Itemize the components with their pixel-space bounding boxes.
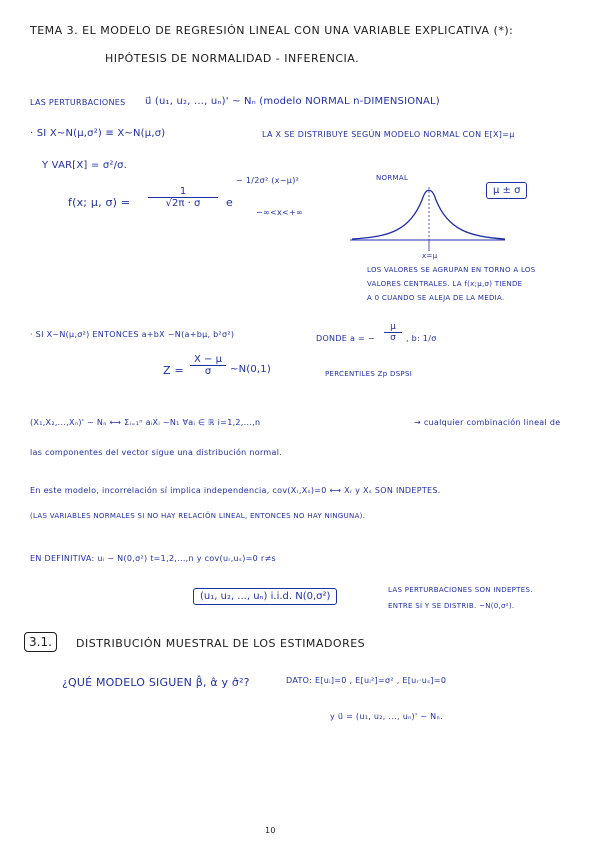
section-given: DATO: E[uᵢ]=0 , E[uᵢ²]=σ² , E[uᵣ·uₛ]=0 xyxy=(286,676,447,685)
density-exponent: − 1/2σ² (x−μ)² xyxy=(236,176,300,185)
definitive-line1: EN DEFINITIVA: uᵢ ~ N(0,σ²) t=1,2,...,n y cov(uᵣ,uₛ)=0 r≠s xyxy=(30,554,276,563)
definitive-note-2: ENTRE SÍ Y SE DISTRIB. ~N(0,σ²). xyxy=(388,602,515,610)
normal-def-line1b: LA X SE DISTRIBUYE SEGÚN MODELO NORMAL CON E[X]=μ xyxy=(262,130,515,139)
z-fraction xyxy=(190,354,226,377)
section-number-box xyxy=(24,632,57,652)
page-title: TEMA 3. EL MODELO DE REGRESIÓN LINEAL CON UNA VARIABLE EXPLICATIVA (*): xyxy=(30,24,514,37)
perturbation-vector: u⃗ (u₁, u₂, ..., uₙ)' ~ Nₙ (modelo NORMAL n-DIMENSIONAL) xyxy=(145,96,440,107)
frac-a-den: σ xyxy=(390,333,396,343)
linear-transform-line: · SI X~N(μ,σ²) ENTONCES a+bX ~N(a+bμ, b²σ²) xyxy=(30,330,235,339)
frac-a xyxy=(384,322,402,343)
combination-line1-tail: → cualquier combinación lineal de xyxy=(414,418,561,427)
density-lhs: f(x; μ, σ) = xyxy=(68,196,131,209)
definitive-note-1: LAS PERTURBACIONES SON INDEPTES. xyxy=(388,586,533,594)
density-exp-base: e xyxy=(226,196,233,209)
curve-label: NORMAL xyxy=(376,174,409,182)
curve-note-3: A 0 CUANDO SE ALEJA DE LA MEDIA. xyxy=(367,294,505,302)
linear-where: DONDE a = − xyxy=(316,334,375,343)
page-subtitle: HIPÓTESIS DE NORMALIDAD - INFERENCIA. xyxy=(105,52,360,65)
combination-line1: (X₁,X₂,...,Xₙ)' ~ Nₙ ⟷ Σᵢ₌₁ⁿ aᵢXᵢ ~N₁ ∀aᵢ ∈ ℝ i=1,2,...,n xyxy=(30,418,261,427)
density-domain: −∞<x<+∞ xyxy=(256,208,303,217)
density-denominator: √2π · σ xyxy=(165,198,201,209)
iid-text: (u₁, u₂, ..., uₙ) i.i.d. N(0,σ²) xyxy=(200,591,331,602)
curve-note-2: VALORES CENTRALES. LA f(x;μ,σ) TIENDE xyxy=(367,280,523,288)
section-number: 3.1. xyxy=(29,635,52,649)
independence-line1: En este modelo, incorrelación sí implica independencia, cov(Xᵣ,Xₛ)=0 ⟷ Xᵣ y Xₛ SON INDEPTES. xyxy=(30,486,441,495)
frac-a-num: μ xyxy=(384,322,402,333)
iid-box xyxy=(193,588,337,605)
section-question: ¿QUÉ MODELO SIGUEN β̂, α̂ y σ̂²? xyxy=(62,676,250,689)
z-num: X − μ xyxy=(190,354,226,366)
curve-axis-label: x=μ xyxy=(422,252,438,260)
section-title: DISTRIBUCIÓN MUESTRAL DE LOS ESTIMADORES xyxy=(76,637,366,650)
percentiles-note: PERCENTILES Zp DSPSI xyxy=(325,370,413,378)
z-lhs: Z = xyxy=(163,364,184,377)
density-fraction xyxy=(148,186,218,209)
normal-def-line2: Y VAR[X] = σ²/σ. xyxy=(42,160,128,171)
normal-curve xyxy=(352,190,505,239)
z-rhs: ~N(0,1) xyxy=(230,364,271,375)
density-numerator: 1 xyxy=(148,186,218,198)
curve-note-1: LOS VALORES SE AGRUPAN EN TORNO A LOS xyxy=(367,266,536,274)
mu-sigma-text: μ ± σ xyxy=(493,185,521,196)
page-number: 10 xyxy=(265,826,276,835)
linear-b: , b: 1/σ xyxy=(406,334,437,343)
section-given-2: y u⃗ = (u₁, u₂, ..., uₙ)' ~ Nₙ. xyxy=(330,712,443,721)
independence-line2: (LAS VARIABLES NORMALES SI NO HAY RELACIÓN LINEAL, ENTONCES NO HAY NINGUNA). xyxy=(30,512,366,520)
z-den: σ xyxy=(204,366,212,377)
perturbations-label: LAS PERTURBACIONES xyxy=(30,98,126,107)
normal-curve-sketch xyxy=(350,175,510,260)
combination-line2: las componentes del vector sigue una distribución normal. xyxy=(30,448,283,457)
normal-def-line1: · SI X~N(μ,σ²) ≡ X~N(μ,σ) xyxy=(30,128,166,139)
